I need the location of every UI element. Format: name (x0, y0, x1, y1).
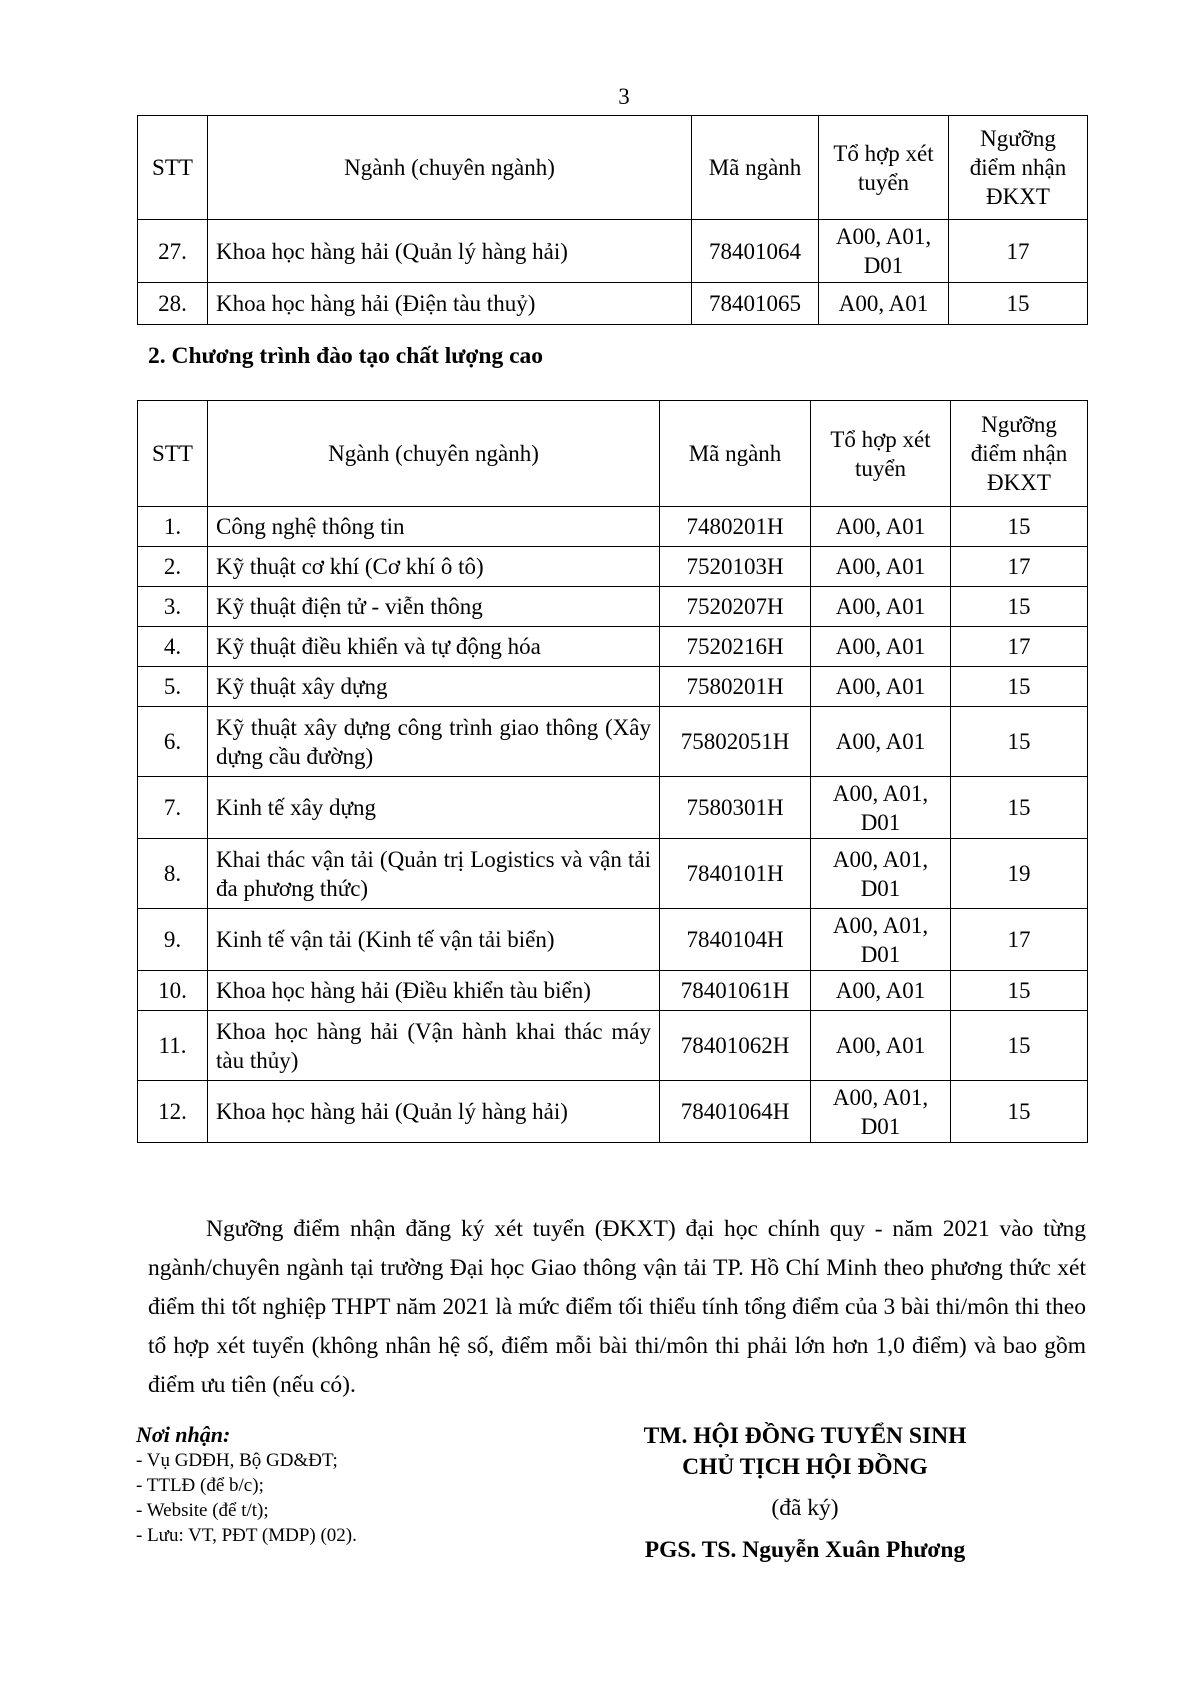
recipients (136, 1421, 357, 1548)
row-ma-nganh: 7480201H (660, 507, 811, 547)
row-nganh: Khoa học hàng hải (Điện tàu thuỷ) (208, 283, 692, 325)
signature-role: CHỦ TỊCH HỘI ĐỒNG (682, 1454, 928, 1480)
row-to-hop: A00, A01 (811, 507, 951, 547)
table-row (138, 587, 1088, 627)
table-row (138, 220, 1088, 283)
row-ma-nganh: 75802051H (660, 707, 811, 777)
header-to-hop: Tổ hợp xét tuyển (811, 401, 951, 507)
page-number: 3 (618, 84, 630, 109)
table-row (138, 627, 1088, 667)
row-nganh: Khoa học hàng hải (Quản lý hàng hải) (208, 1081, 660, 1143)
row-to-hop: A00, A01, D01 (811, 839, 951, 909)
admission-table-high-quality (137, 400, 1088, 1143)
row-ma-nganh: 78401061H (660, 971, 811, 1011)
row-nganh: Khoa học hàng hải (Điều khiển tàu biển) (208, 971, 660, 1011)
row-to-hop: A00, A01 (811, 1011, 951, 1081)
row-stt: 4. (138, 627, 208, 667)
row-ma-nganh: 78401065 (692, 283, 819, 325)
header-nganh: Ngành (chuyên ngành) (208, 401, 660, 507)
header-ma-nganh: Mã ngành (692, 116, 819, 220)
row-nganh: Kinh tế xây dựng (208, 777, 660, 839)
admission-table-regular (137, 115, 1088, 325)
row-ma-nganh: 7840101H (660, 839, 811, 909)
recipient-item: - TTLĐ (để b/c); (136, 1475, 264, 1496)
row-ma-nganh: 78401062H (660, 1011, 811, 1081)
row-nguong-diem: 15 (951, 667, 1088, 707)
row-ma-nganh: 7580201H (660, 667, 811, 707)
row-nganh: Kỹ thuật xây dựng công trình giao thông (Xây dựng cầu đường) (208, 707, 660, 777)
signer-name: PGS. TS. Nguyễn Xuân Phương (644, 1537, 966, 1563)
row-ma-nganh: 7840104H (660, 909, 811, 971)
row-nguong-diem: 15 (951, 777, 1088, 839)
row-nguong-diem: 17 (951, 547, 1088, 587)
row-nguong-diem: 19 (951, 839, 1088, 909)
row-nguong-diem: 15 (951, 1081, 1088, 1143)
row-ma-nganh: 78401064 (692, 220, 819, 283)
table-row (138, 283, 1088, 325)
header-stt: STT (138, 116, 208, 220)
header-nguong-diem: Ngưỡng điểm nhận ĐKXT (951, 401, 1088, 507)
row-to-hop: A00, A01 (811, 707, 951, 777)
row-ma-nganh: 78401064H (660, 1081, 811, 1143)
section-heading: 2. Chương trình đào tạo chất lượng cao (148, 343, 544, 369)
table-row (138, 1011, 1088, 1081)
table-row (138, 507, 1088, 547)
row-stt: 7. (138, 777, 208, 839)
row-nganh: Khoa học hàng hải (Quản lý hàng hải) (208, 220, 692, 283)
row-stt: 9. (138, 909, 208, 971)
row-stt: 11. (138, 1011, 208, 1081)
row-to-hop: A00, A01, D01 (811, 777, 951, 839)
row-nganh: Kinh tế vận tải (Kinh tế vận tải biển) (208, 909, 660, 971)
row-ma-nganh: 7520216H (660, 627, 811, 667)
row-nganh: Kỹ thuật cơ khí (Cơ khí ô tô) (208, 547, 660, 587)
row-to-hop: A00, A01 (811, 547, 951, 587)
row-stt: 3. (138, 587, 208, 627)
row-nganh: Kỹ thuật điều khiển và tự động hóa (208, 627, 660, 667)
row-nguong-diem: 15 (951, 971, 1088, 1011)
recipient-item: - Lưu: VT, PĐT (MDP) (02). (136, 1525, 357, 1546)
header-to-hop: Tổ hợp xét tuyển (819, 116, 949, 220)
signature-status: (đã ký) (771, 1495, 839, 1521)
table-row (138, 839, 1088, 909)
row-stt: 12. (138, 1081, 208, 1143)
recipients-title: Nơi nhận: (136, 1422, 231, 1447)
table-row (138, 971, 1088, 1011)
row-nganh: Kỹ thuật điện tử - viễn thông (208, 587, 660, 627)
row-to-hop: A00, A01 (811, 971, 951, 1011)
row-to-hop: A00, A01, D01 (811, 909, 951, 971)
row-to-hop: A00, A01 (811, 627, 951, 667)
row-nguong-diem: 17 (951, 909, 1088, 971)
row-nguong-diem: 15 (951, 1011, 1088, 1081)
row-to-hop: A00, A01, D01 (819, 220, 949, 283)
row-stt: 8. (138, 839, 208, 909)
signature-org: TM. HỘI ĐỒNG TUYỂN SINH (643, 1423, 967, 1449)
row-nganh: Khai thác vận tải (Quản trị Logistics và vận tải đa phương thức) (208, 839, 660, 909)
table-row (138, 547, 1088, 587)
row-nguong-diem: 15 (951, 507, 1088, 547)
row-nganh: Khoa học hàng hải (Vận hành khai thác máy tàu thủy) (208, 1011, 660, 1081)
row-ma-nganh: 7520207H (660, 587, 811, 627)
row-nguong-diem: 17 (951, 627, 1088, 667)
admission-note: Ngưỡng điểm nhận đăng ký xét tuyển (ĐKXT) đại học chính quy - năm 2021 vào từng ngành/chuyên ngành tại trường Đại học Giao thông vận tải TP. Hồ Chí Minh theo phương thức xét điểm thi tốt nghiệp THPT năm 2021 là mức điểm tối thiểu tính tổng điểm của 3 bài thi/môn thi theo tổ hợp xét tuyển (không nhân hệ số, điểm mỗi bài thi/môn thi phải lớn hơn 1,0 điểm) và bao gồm điểm ưu tiên (nếu có). (148, 1216, 1086, 1398)
row-stt: 5. (138, 667, 208, 707)
header-nganh: Ngành (chuyên ngành) (208, 116, 692, 220)
row-to-hop: A00, A01 (811, 667, 951, 707)
row-nguong-diem: 15 (951, 707, 1088, 777)
table-row (138, 1081, 1088, 1143)
row-ma-nganh: 7520103H (660, 547, 811, 587)
row-stt: 28. (138, 283, 208, 325)
row-ma-nganh: 7580301H (660, 777, 811, 839)
table-row (138, 777, 1088, 839)
header-nguong-diem: Ngưỡng điểm nhận ĐKXT (949, 116, 1088, 220)
table-row (138, 707, 1088, 777)
row-to-hop: A00, A01 (811, 587, 951, 627)
row-stt: 1. (138, 507, 208, 547)
row-nganh: Kỹ thuật xây dựng (208, 667, 660, 707)
row-nguong-diem: 15 (949, 283, 1088, 325)
recipient-item: - Vụ GDĐH, Bộ GD&ĐT; (136, 1450, 338, 1471)
signature-block (570, 1421, 1040, 1566)
row-nguong-diem: 17 (949, 220, 1088, 283)
recipient-item: - Website (để t/t); (136, 1500, 269, 1521)
row-nganh: Công nghệ thông tin (208, 507, 660, 547)
header-ma-nganh: Mã ngành (660, 401, 811, 507)
row-nguong-diem: 15 (951, 587, 1088, 627)
row-stt: 2. (138, 547, 208, 587)
row-stt: 27. (138, 220, 208, 283)
table-row (138, 667, 1088, 707)
header-stt: STT (138, 401, 208, 507)
row-stt: 10. (138, 971, 208, 1011)
row-to-hop: A00, A01, D01 (811, 1081, 951, 1143)
row-stt: 6. (138, 707, 208, 777)
table-row (138, 909, 1088, 971)
row-to-hop: A00, A01 (819, 283, 949, 325)
